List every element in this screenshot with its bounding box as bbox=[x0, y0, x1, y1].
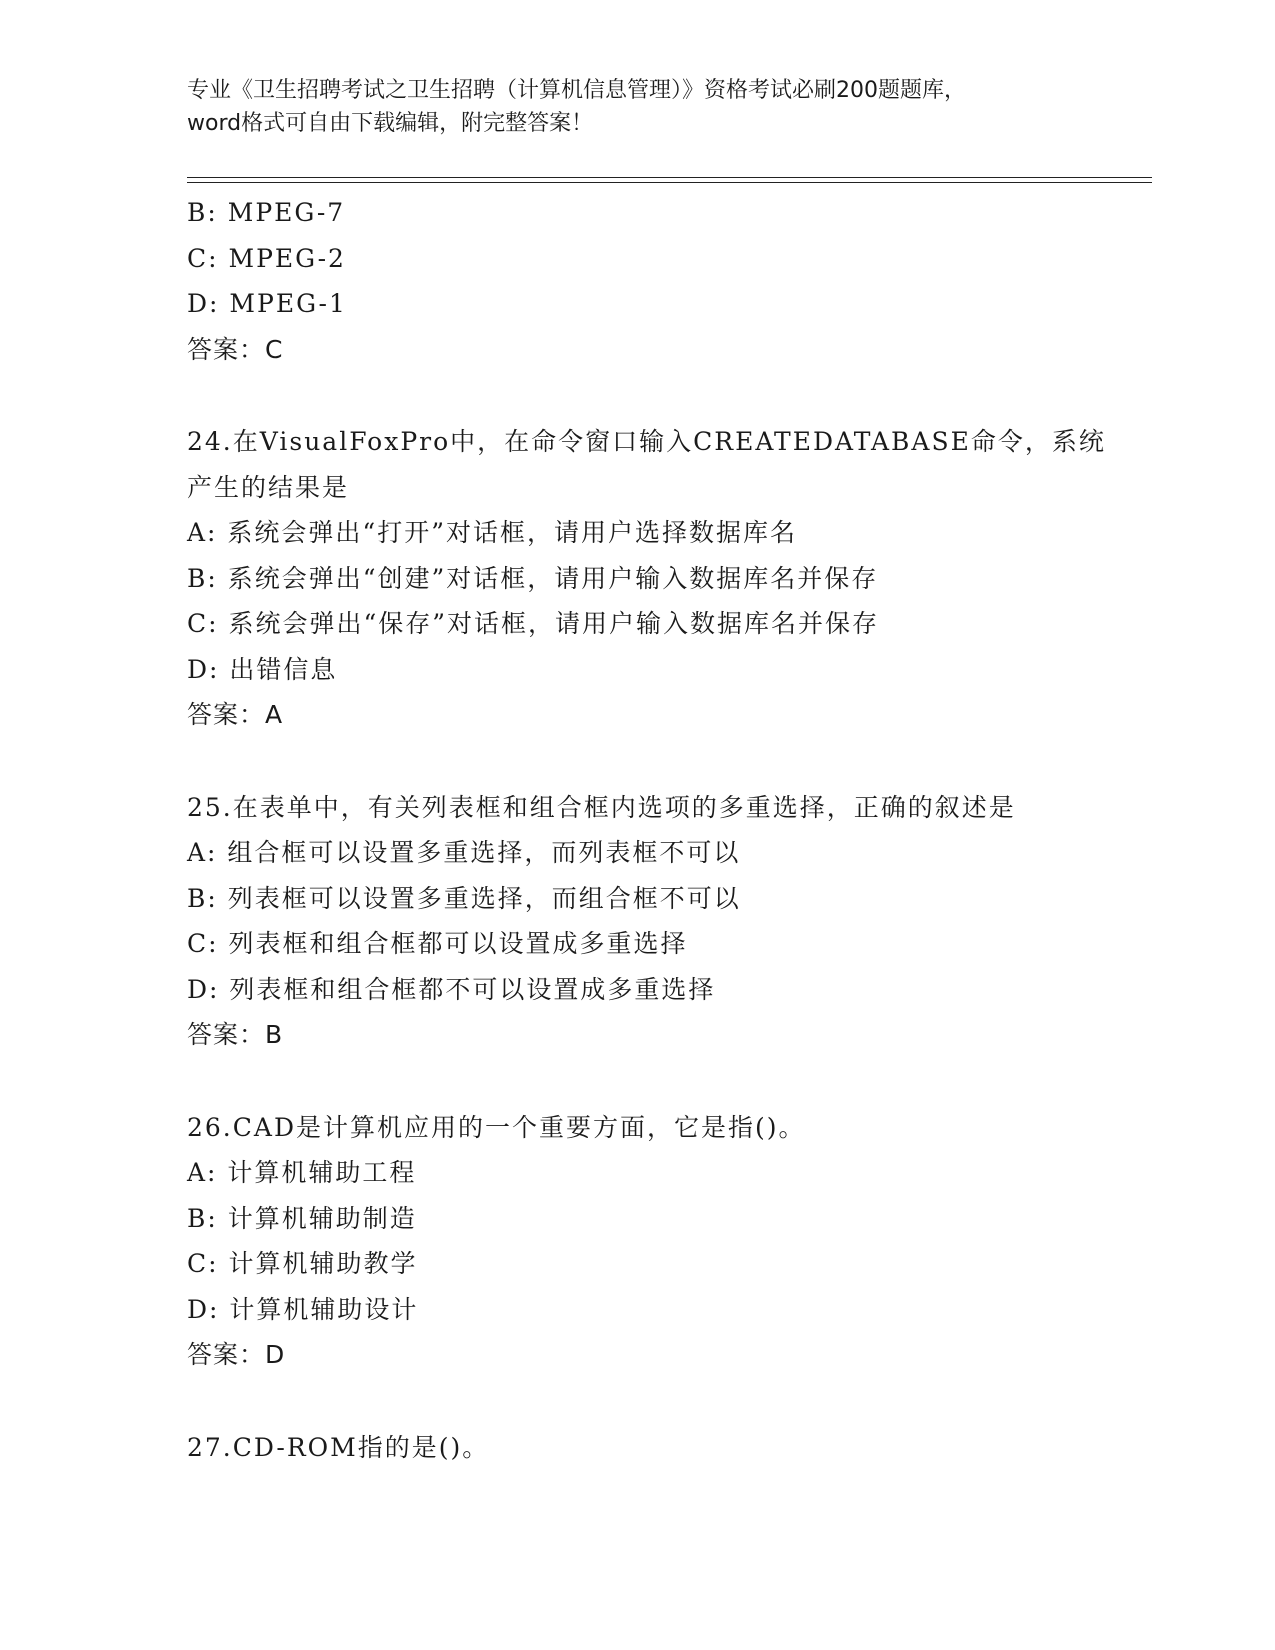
option-c: C: 计算机辅助教学 bbox=[187, 1249, 418, 1278]
header-line-2: word格式可自由下载编辑，附完整答案！ bbox=[187, 111, 594, 136]
document-header bbox=[187, 74, 1087, 140]
question-stem: 26.CAD是计算机应用的一个重要方面，它是指()。 bbox=[187, 1112, 806, 1142]
answer-line: 答案：C bbox=[187, 334, 284, 364]
question-stem: 27.CD-ROM指的是()。 bbox=[187, 1432, 490, 1462]
option-a: A: 计算机辅助工程 bbox=[187, 1158, 417, 1187]
spacer bbox=[187, 372, 1087, 419]
header-divider-bottom bbox=[187, 182, 1152, 183]
question-26 bbox=[187, 1105, 1087, 1378]
option-d: D: 出错信息 bbox=[187, 654, 338, 684]
option-d: D: MPEG-1 bbox=[187, 289, 347, 318]
option-b: B: 系统会弹出“创建”对话框，请用户输入数据库名并保存 bbox=[187, 563, 879, 593]
option-a: A: 系统会弹出“打开”对话框，请用户选择数据库名 bbox=[187, 518, 797, 547]
header-line-1: 专业《卫生招聘考试之卫生招聘（计算机信息管理）》资格考试必刷200题题库， bbox=[187, 78, 966, 103]
question-stem: 24.在VisualFoxPro中，在命令窗口输入CREATEDATABASE命令，系统 bbox=[187, 427, 1106, 456]
option-c: C: 列表框和组合框都可以设置成多重选择 bbox=[187, 929, 688, 958]
question-27 bbox=[187, 1425, 1087, 1471]
answer-line: 答案：D bbox=[187, 1340, 286, 1369]
option-d: D: 列表框和组合框都不可以设置成多重选择 bbox=[187, 974, 716, 1004]
question-25 bbox=[187, 785, 1087, 1058]
option-b: B: 计算机辅助制造 bbox=[187, 1203, 417, 1233]
header-divider-top bbox=[187, 177, 1152, 178]
option-b: B: MPEG-7 bbox=[187, 198, 346, 227]
question-fragment bbox=[187, 190, 1087, 372]
answer-line: 答案：A bbox=[187, 700, 284, 729]
spacer bbox=[187, 1378, 1087, 1425]
option-d: D: 计算机辅助设计 bbox=[187, 1294, 419, 1324]
question-stem: 产生的结果是 bbox=[187, 472, 350, 502]
question-stem: 25.在表单中，有关列表框和组合框内选项的多重选择，正确的叙述是 bbox=[187, 792, 1016, 822]
spacer bbox=[187, 1058, 1087, 1105]
spacer bbox=[187, 738, 1087, 785]
question-24 bbox=[187, 419, 1106, 738]
option-a: A: 组合框可以设置多重选择，而列表框不可以 bbox=[187, 838, 741, 867]
option-c: C: 系统会弹出“保存”对话框，请用户输入数据库名并保存 bbox=[187, 609, 880, 638]
option-b: B: 列表框可以设置多重选择，而组合框不可以 bbox=[187, 883, 741, 913]
option-c: C: MPEG-2 bbox=[187, 243, 346, 273]
question-content bbox=[187, 190, 1106, 1470]
answer-line: 答案：B bbox=[187, 1020, 284, 1049]
